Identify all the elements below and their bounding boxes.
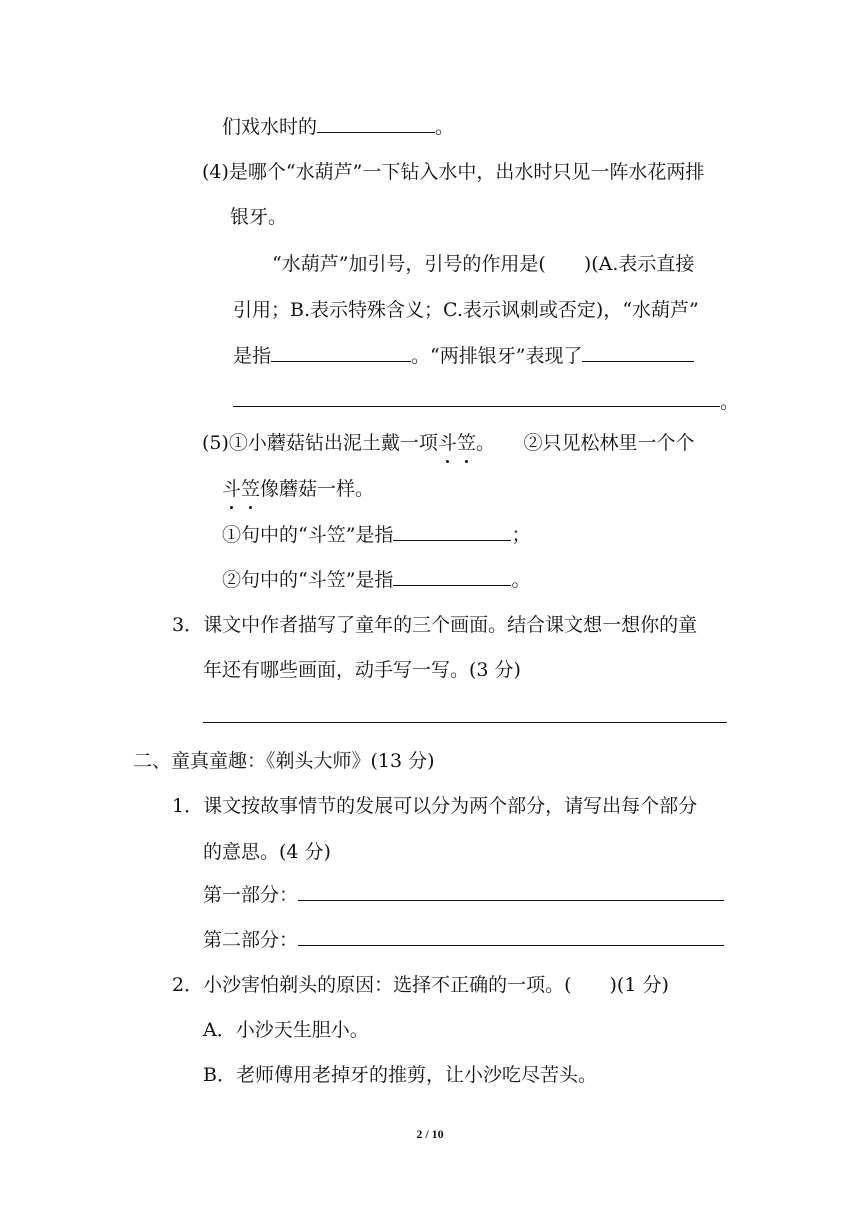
answer-line-full[interactable] [203, 722, 727, 723]
section-2-title [133, 748, 435, 774]
option-text: B．老师傅用老掉牙的推剪，让小沙吃尽苦头。 [203, 1064, 597, 1086]
question-text: 1．课文按故事情节的发展可以分为两个部分，请写出每个部分 [172, 795, 698, 817]
page-number: 2 / 10 [416, 1127, 444, 1141]
question-5-line-d [222, 567, 530, 593]
emphasis-char: 笠 [241, 478, 261, 500]
question-text: 2．小沙害怕剃头的原因：选择不正确的一项。( )(1 分) [172, 974, 669, 996]
punct: 。 [435, 116, 455, 138]
question-4-line-b [230, 204, 287, 230]
punct: 。 [511, 569, 531, 591]
option-b [203, 1062, 597, 1088]
answer-blank[interactable] [317, 114, 435, 133]
s2-question-2 [172, 972, 669, 998]
question-text: (5)①小蘑菇钻出泥土戴一项 [202, 432, 438, 454]
question-text: 引用；B.表示特殊含义；C.表示讽刺或否定)，“水葫芦” [233, 299, 699, 321]
question-4-line-d [233, 297, 699, 323]
question-text: 的意思。(4 分) [203, 841, 331, 863]
question-5-line-a [202, 430, 694, 456]
punct: 。 [720, 391, 740, 413]
line-text: 们戏水时的 [222, 116, 318, 138]
emphasis-char: 斗 [222, 478, 242, 500]
option-text: A．小沙天生胆小。 [203, 1019, 369, 1041]
question-text: 年还有哪些画面，动手写一写。(3 分) [203, 659, 521, 681]
s2-question-1-line-b [203, 839, 331, 865]
question-text: 3．课文中作者描写了童年的三个画面。结合课文想一想你的童 [172, 614, 698, 636]
question-text: 是指 [233, 345, 272, 367]
section-title: 二、童真童趣：《剃头大师》(13 分) [133, 750, 435, 772]
emphasis-char: 斗 [437, 432, 457, 454]
punct: ； [511, 524, 531, 546]
punct-end [720, 389, 739, 415]
question-4-line-e [233, 343, 694, 369]
part-label: 第二部分： [203, 929, 299, 951]
question-5-line-c [222, 522, 530, 548]
question-3-line-b [203, 657, 521, 683]
answer-blank[interactable] [393, 567, 511, 586]
question-5-line-b [222, 476, 374, 502]
emphasis-char: 笠 [456, 432, 476, 454]
part-1-line [203, 882, 724, 908]
question-text: ②句中的“斗笠”是指 [222, 569, 394, 591]
answer-blank[interactable] [298, 927, 724, 946]
question-text: 。 ②只见松林里一个个 [475, 432, 695, 454]
answer-blank[interactable] [582, 343, 694, 362]
question-text: (4)是哪个“水葫芦”一下钻入水中，出水时只见一阵水花两排 [202, 161, 705, 183]
question-4-line-a [202, 159, 704, 185]
option-a [203, 1017, 369, 1043]
s2-question-1-line-a [172, 793, 697, 819]
answer-line-1 [222, 114, 454, 140]
question-text: “水葫芦”加引号，引号的作用是( )(A.表示直接 [272, 253, 695, 275]
answer-blank[interactable] [298, 882, 724, 901]
question-3-line-a [172, 612, 697, 638]
question-text: 。“两排银牙”表现了 [411, 345, 583, 367]
question-text: ①句中的“斗笠”是指 [222, 524, 394, 546]
answer-blank[interactable] [271, 343, 411, 362]
answer-blank[interactable] [393, 522, 511, 541]
answer-line-full[interactable] [233, 406, 720, 407]
part-2-line [203, 927, 724, 953]
part-label: 第一部分： [203, 884, 299, 906]
question-text: 银牙。 [230, 206, 288, 228]
question-4-line-c [272, 251, 694, 277]
question-text: 像蘑菇一样。 [260, 478, 375, 500]
